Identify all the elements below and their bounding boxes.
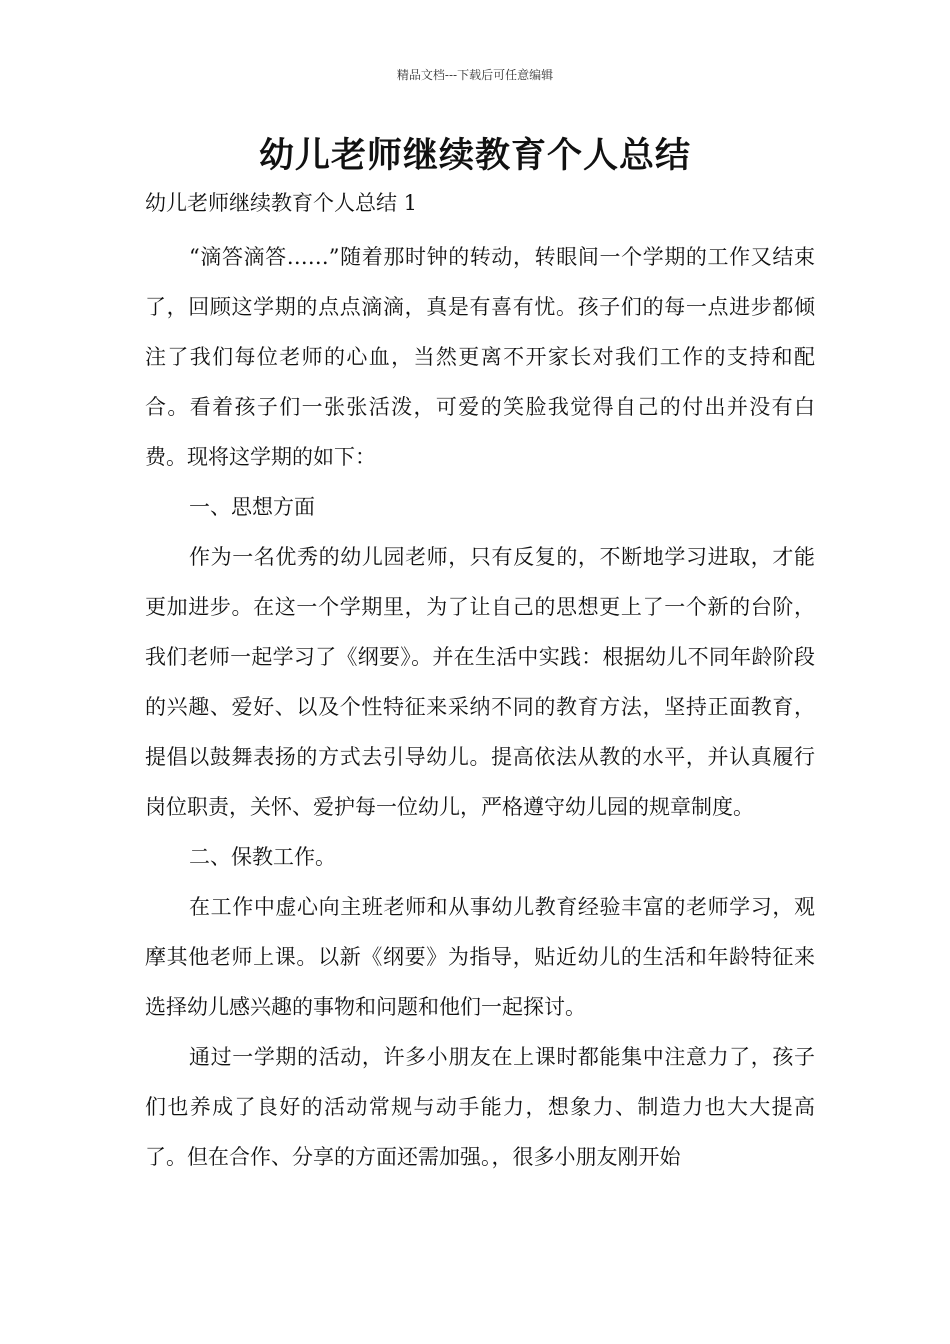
paragraph-activities: 通过一学期的活动，许多小朋友在上课时都能集中注意力了，孩子们也养成了良好的活动常规与动手能力，想象力、制造力也大大提高了。但在合作、分享的方面还需加强。，很多小朋友刚开始 xyxy=(145,1045,815,1169)
document-body xyxy=(145,232,815,1182)
document-subtitle: 幼儿老师继续教育个人总结 1 xyxy=(145,191,418,215)
paragraph-care-education: 在工作中虚心向主班老师和从事幼儿教育经验丰富的老师学习，观摩其他老师上课。以新《纲要》为指导，贴近幼儿的生活和年龄特征来选择幼儿感兴趣的事物和问题和他们一起探讨。 xyxy=(145,895,815,1019)
document-title: 幼儿老师继续教育个人总结 xyxy=(258,136,691,176)
page-header: 精品文档---下载后可任意编辑 xyxy=(396,68,554,82)
section-heading-care-education: 二、保教工作。 xyxy=(189,845,336,869)
paragraph-intro: “滴答滴答……”随着那时钟的转动，转眼间一个学期的工作又结束了，回顾这学期的点点滴滴，真是有喜有忧。孩子们的每一点进步都倾注了我们每位老师的心血，当然更离不开家长对我们工作的支持和配合。看着孩子们一张张活泼，可爱的笑脸我觉得自己的付出并没有白费。现将这学期的如下： xyxy=(145,245,815,469)
section-heading-thought: 一、思想方面 xyxy=(189,495,315,519)
paragraph-thought: 作为一名优秀的幼儿园老师，只有反复的，不断地学习进取，才能更加进步。在这一个学期里，为了让自己的思想更上了一个新的台阶，我们老师一起学习了《纲要》。并在生活中实践：根据幼儿不同年龄阶段的兴趣、爱好、以及个性特征来采纳不同的教育方法，坚持正面教育，提倡以鼓舞表扬的方式去引导幼儿。提高依法从教的水平，并认真履行岗位职责，关怀、爱护每一位幼儿，严格遵守幼儿园的规章制度。 xyxy=(145,545,815,819)
